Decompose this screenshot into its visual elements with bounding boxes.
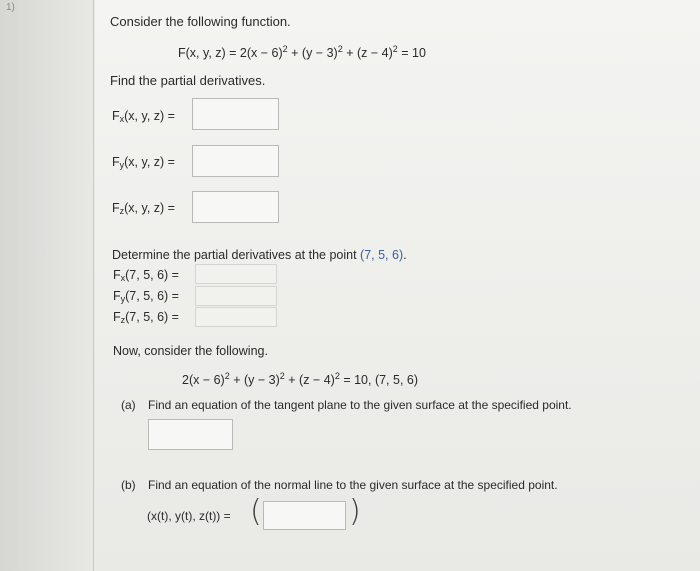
part-a-label: (a) (121, 398, 136, 412)
partial-fy-answer-box[interactable] (192, 145, 279, 177)
function-equation: F(x, y, $z) = 2(x - 6)^2 + (y - 3)^2 + (z - 4)^2 = 10$ (178, 44, 426, 60)
partial-fx-label: $F_x(x$, y, z) = (112, 109, 175, 124)
normal-line-param-label: (x(t), y(t), z(t)) = (147, 509, 231, 523)
at-point-text: Determine the partial derivatives at the point (7, 5, 6). (112, 248, 407, 262)
surface-equation: $2(x - 6)^2 + (y - 3)^2 + (z - 4)^2 = 10$, (7, 5, 6) (182, 371, 419, 387)
point-fy-label: $F_y(7$, 5, 6) = (113, 289, 179, 304)
point-fy-answer-box[interactable] (195, 286, 277, 306)
part-b-label: (b) (121, 478, 136, 492)
open-paren: ( (250, 494, 262, 529)
partial-fz-label: $F_z(x$, y, z) = (112, 201, 175, 216)
point-fx-label: $F_x(7$, 5, 6) = (113, 268, 179, 283)
now-consider-text: Now, consider the following. (113, 344, 268, 358)
question-number: 1) (6, 2, 15, 13)
page-left-margin (0, 0, 95, 571)
part-a-text: Find an equation of the tangent plane to the given surface at the specified point. (148, 398, 572, 412)
normal-line-answer-box[interactable] (263, 501, 346, 530)
point-fz-answer-box[interactable] (195, 307, 277, 327)
part-b-text: Find an equation of the normal line to the given surface at the specified point. (148, 478, 558, 492)
close-paren: ) (349, 494, 361, 529)
intro-text: Consider the following function. (110, 14, 291, 29)
margin-divider (93, 0, 94, 571)
partial-fy-label: $F_y(x$, y, z) = (112, 155, 175, 170)
partial-fz-answer-box[interactable] (192, 191, 279, 223)
tangent-plane-answer-box[interactable] (148, 419, 233, 450)
find-partials-text: Find the partial derivatives. (110, 73, 266, 88)
partial-fx-answer-box[interactable] (192, 98, 279, 130)
point-fz-label: $F_z(7$, 5, 6) = (113, 310, 179, 325)
point-fx-answer-box[interactable] (195, 264, 277, 284)
